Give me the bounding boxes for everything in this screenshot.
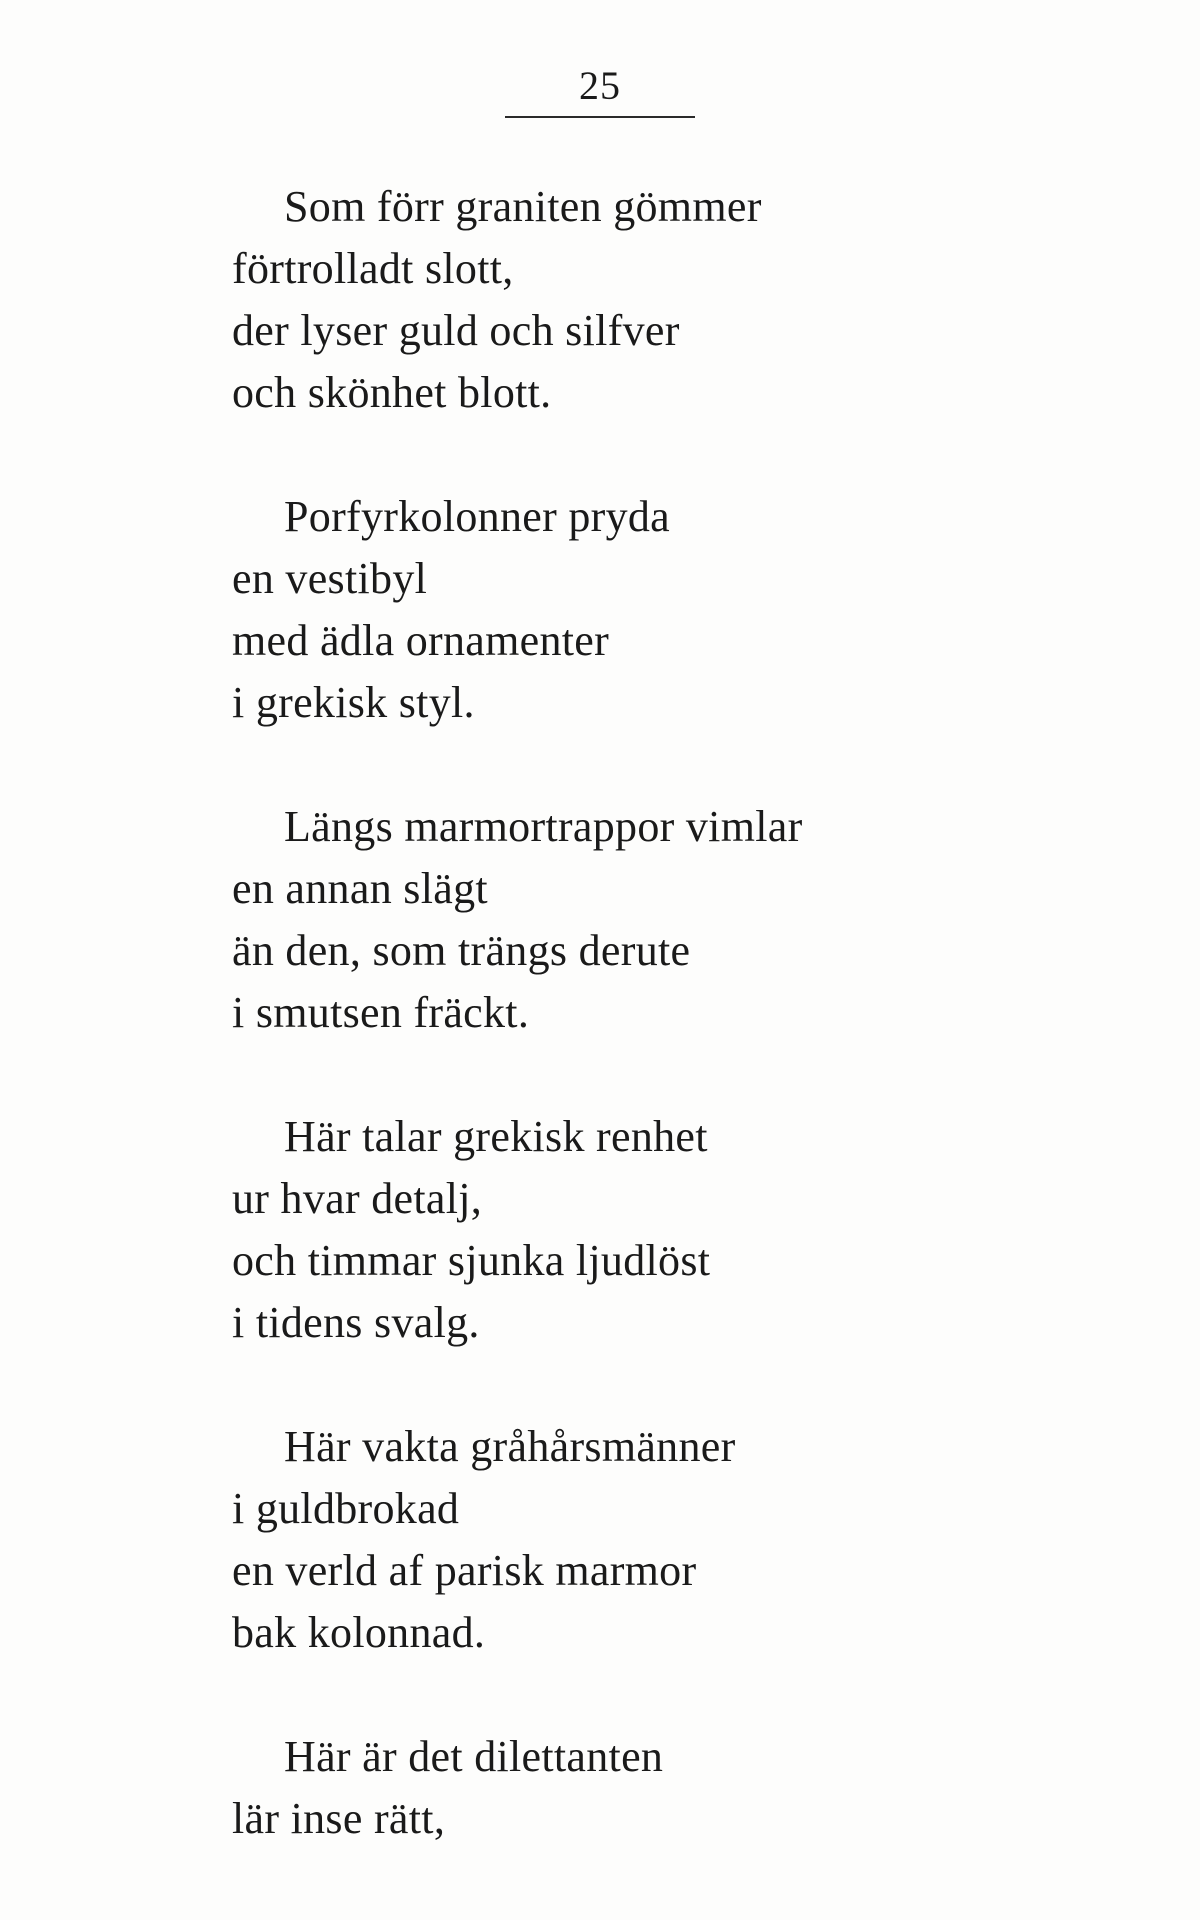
- verse-line: än den, som trängs derute: [232, 926, 691, 975]
- page-number: 25: [579, 63, 621, 108]
- verse-line: och timmar sjunka ljudlöst: [232, 1236, 711, 1285]
- verse-line: och skönhet blott.: [232, 368, 552, 417]
- verse-line: en annan slägt: [232, 864, 488, 913]
- verse-line: Här vakta gråhårsmänner: [284, 1422, 736, 1471]
- poem: [232, 176, 1032, 1850]
- stanza-4: [232, 1106, 1032, 1354]
- verse-line: i tidens svalg.: [232, 1298, 480, 1347]
- verse-line: Här är det dilettanten: [284, 1732, 664, 1781]
- verse-line: en vestibyl: [232, 554, 428, 603]
- verse-line: i guldbrokad: [232, 1484, 460, 1533]
- verse-line: bak kolonnad.: [232, 1608, 486, 1657]
- header-rule: [505, 116, 695, 118]
- stanza-6: [232, 1726, 1032, 1850]
- verse-line: Porfyrkolonner pryda: [284, 492, 671, 541]
- page-header: [505, 62, 695, 118]
- verse-line: Här talar grekisk renhet: [284, 1112, 708, 1161]
- verse-line: förtrolladt slott,: [232, 244, 514, 293]
- verse-line: en verld af parisk marmor: [232, 1546, 697, 1595]
- verse-line: Längs marmortrappor vimlar: [284, 802, 803, 851]
- stanza-3: [232, 796, 1032, 1044]
- verse-line: med ädla ornamenter: [232, 616, 610, 665]
- verse-line: lär inse rätt,: [232, 1794, 446, 1843]
- verse-line: ur hvar detalj,: [232, 1174, 483, 1223]
- verse-line: i grekisk styl.: [232, 678, 475, 727]
- stanza-5: [232, 1416, 1032, 1664]
- verse-line: Som förr graniten gömmer: [284, 182, 762, 231]
- stanza-1: [232, 176, 1032, 424]
- verse-line: i smutsen fräckt.: [232, 988, 530, 1037]
- stanza-2: [232, 486, 1032, 734]
- verse-line: der lyser guld och silfver: [232, 306, 680, 355]
